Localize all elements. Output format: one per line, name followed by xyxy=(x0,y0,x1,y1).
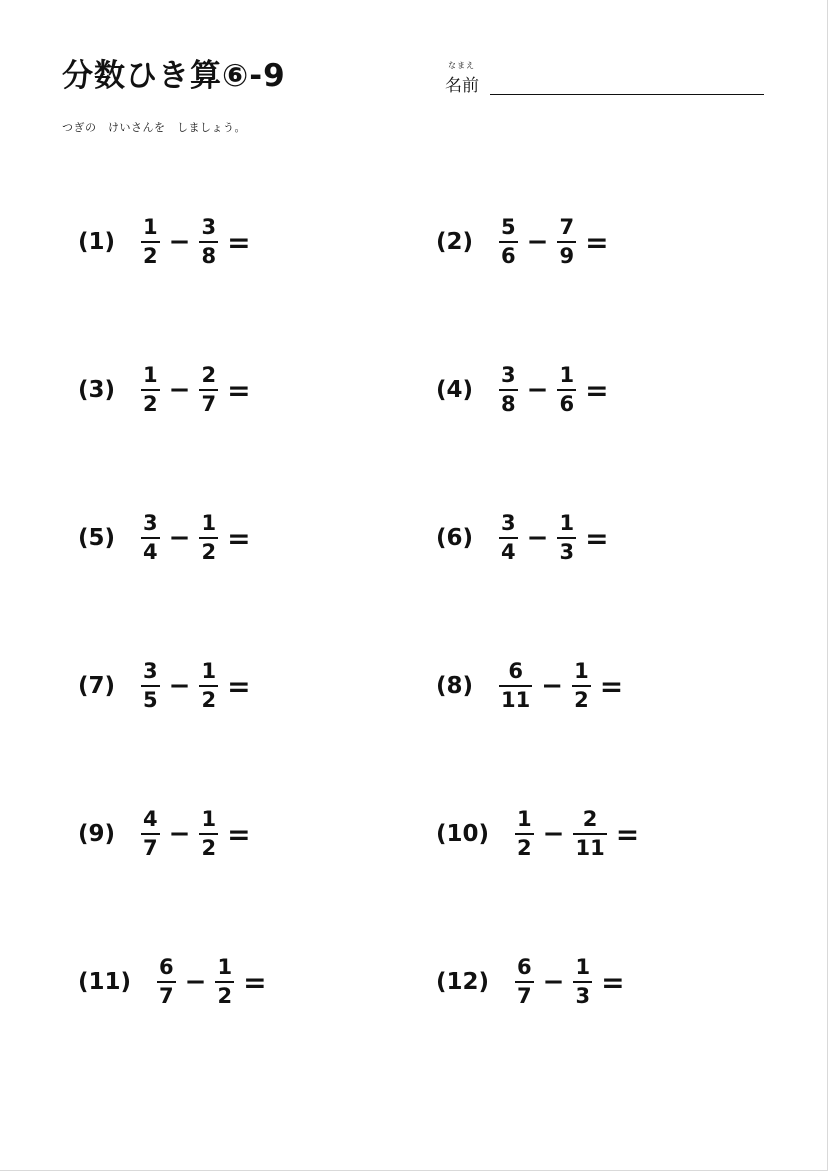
fraction-a xyxy=(499,661,532,711)
problem-12 xyxy=(436,952,625,1012)
name-ruby: なまえ xyxy=(448,61,475,70)
denominator: 2 xyxy=(201,540,217,564)
denominator: 2 xyxy=(217,984,233,1008)
numerator: 3 xyxy=(501,511,516,535)
problem-11 xyxy=(78,952,267,1012)
fraction-b xyxy=(572,661,591,711)
problem-number: (7) xyxy=(78,673,116,699)
denominator: 4 xyxy=(143,540,158,564)
denominator: 3 xyxy=(575,984,591,1008)
problem-7 xyxy=(78,656,251,716)
numerator: 5 xyxy=(501,215,516,239)
fraction-b xyxy=(573,957,592,1007)
fraction-a xyxy=(141,365,160,415)
fraction-a xyxy=(141,513,160,563)
fraction-a xyxy=(515,809,534,859)
problem-number: (1) xyxy=(78,229,116,255)
worksheet-title: 分数ひき算⑥-9 xyxy=(62,58,286,94)
numerator: 6 xyxy=(159,955,174,979)
numerator: 1 xyxy=(143,215,158,239)
minus-sign: − xyxy=(526,375,549,405)
minus-sign: − xyxy=(542,967,565,997)
problem-number: (3) xyxy=(78,377,116,403)
denominator: 11 xyxy=(575,836,605,860)
denominator: 2 xyxy=(201,688,217,712)
problem-8 xyxy=(436,656,623,716)
problem-number: (2) xyxy=(436,229,474,255)
numerator: 3 xyxy=(501,363,516,387)
minus-sign: − xyxy=(542,819,565,849)
numerator: 1 xyxy=(201,659,217,683)
equals-sign: = xyxy=(585,521,609,555)
equals-sign: = xyxy=(227,373,251,407)
numerator: 7 xyxy=(559,215,575,239)
denominator: 9 xyxy=(559,244,575,268)
denominator: 2 xyxy=(143,244,158,268)
numerator: 1 xyxy=(574,659,589,683)
equals-sign: = xyxy=(227,817,251,851)
fraction-b xyxy=(557,217,576,267)
minus-sign: − xyxy=(541,671,564,701)
problem-6 xyxy=(436,508,609,568)
numerator: 1 xyxy=(217,955,233,979)
denominator: 6 xyxy=(501,244,516,268)
minus-sign: − xyxy=(168,819,191,849)
numerator: 1 xyxy=(517,807,532,831)
problem-4 xyxy=(436,360,609,420)
numerator: 1 xyxy=(575,955,591,979)
problem-number: (12) xyxy=(436,969,490,995)
fraction-a xyxy=(499,513,518,563)
fraction-b xyxy=(199,217,218,267)
numerator: 6 xyxy=(517,955,532,979)
equals-sign: = xyxy=(227,669,251,703)
problem-number: (6) xyxy=(436,525,474,551)
equals-sign: = xyxy=(227,225,251,259)
problem-2 xyxy=(436,212,609,272)
denominator: 8 xyxy=(501,392,516,416)
denominator: 5 xyxy=(143,688,158,712)
denominator: 8 xyxy=(201,244,217,268)
numerator: 2 xyxy=(201,363,217,387)
problem-5 xyxy=(78,508,251,568)
problem-number: (8) xyxy=(436,673,474,699)
numerator: 4 xyxy=(143,807,158,831)
numerator: 1 xyxy=(143,363,158,387)
numerator: 3 xyxy=(143,659,158,683)
problem-9 xyxy=(78,804,251,864)
equals-sign: = xyxy=(243,965,267,999)
fraction-a xyxy=(515,957,534,1007)
fraction-a xyxy=(157,957,176,1007)
denominator: 3 xyxy=(559,540,575,564)
problem-number: (10) xyxy=(436,821,490,847)
equals-sign: = xyxy=(615,817,640,851)
minus-sign: − xyxy=(184,967,207,997)
name-label: 名前 xyxy=(445,76,479,96)
numerator: 1 xyxy=(559,511,575,535)
fraction-a xyxy=(499,365,518,415)
denominator: 2 xyxy=(143,392,158,416)
fraction-b xyxy=(573,809,606,859)
numerator: 3 xyxy=(143,511,158,535)
fraction-b xyxy=(199,661,218,711)
denominator: 6 xyxy=(559,392,575,416)
problem-10 xyxy=(436,804,639,864)
minus-sign: − xyxy=(526,523,549,553)
numerator: 3 xyxy=(201,215,217,239)
problem-number: (4) xyxy=(436,377,474,403)
name-input-line[interactable] xyxy=(490,94,764,95)
numerator: 1 xyxy=(559,363,575,387)
problem-1 xyxy=(78,212,251,272)
fraction-b xyxy=(215,957,234,1007)
minus-sign: − xyxy=(526,227,549,257)
instruction-text: つぎの けいさんを しましょう。 xyxy=(62,121,246,134)
minus-sign: − xyxy=(168,671,191,701)
fraction-b xyxy=(199,513,218,563)
problem-number: (11) xyxy=(78,969,132,995)
numerator: 6 xyxy=(508,659,523,683)
fraction-a xyxy=(141,809,160,859)
minus-sign: − xyxy=(168,227,191,257)
denominator: 2 xyxy=(574,688,589,712)
minus-sign: − xyxy=(168,523,191,553)
fraction-b xyxy=(199,365,218,415)
equals-sign: = xyxy=(585,225,609,259)
fraction-a xyxy=(499,217,518,267)
numerator: 1 xyxy=(201,511,217,535)
fraction-b xyxy=(557,513,576,563)
problem-3 xyxy=(78,360,251,420)
denominator: 7 xyxy=(201,392,217,416)
denominator: 7 xyxy=(143,836,158,860)
denominator: 7 xyxy=(159,984,174,1008)
denominator: 4 xyxy=(501,540,516,564)
equals-sign: = xyxy=(227,521,251,555)
fraction-a xyxy=(141,217,160,267)
minus-sign: − xyxy=(168,375,191,405)
denominator: 11 xyxy=(501,688,531,712)
fraction-a xyxy=(141,661,160,711)
equals-sign: = xyxy=(599,669,624,703)
numerator: 1 xyxy=(201,807,217,831)
problem-number: (9) xyxy=(78,821,116,847)
fraction-b xyxy=(557,365,576,415)
equals-sign: = xyxy=(601,965,625,999)
denominator: 2 xyxy=(517,836,532,860)
numerator: 2 xyxy=(582,807,598,831)
denominator: 2 xyxy=(201,836,217,860)
problem-number: (5) xyxy=(78,525,116,551)
denominator: 7 xyxy=(517,984,532,1008)
equals-sign: = xyxy=(585,373,609,407)
fraction-b xyxy=(199,809,218,859)
